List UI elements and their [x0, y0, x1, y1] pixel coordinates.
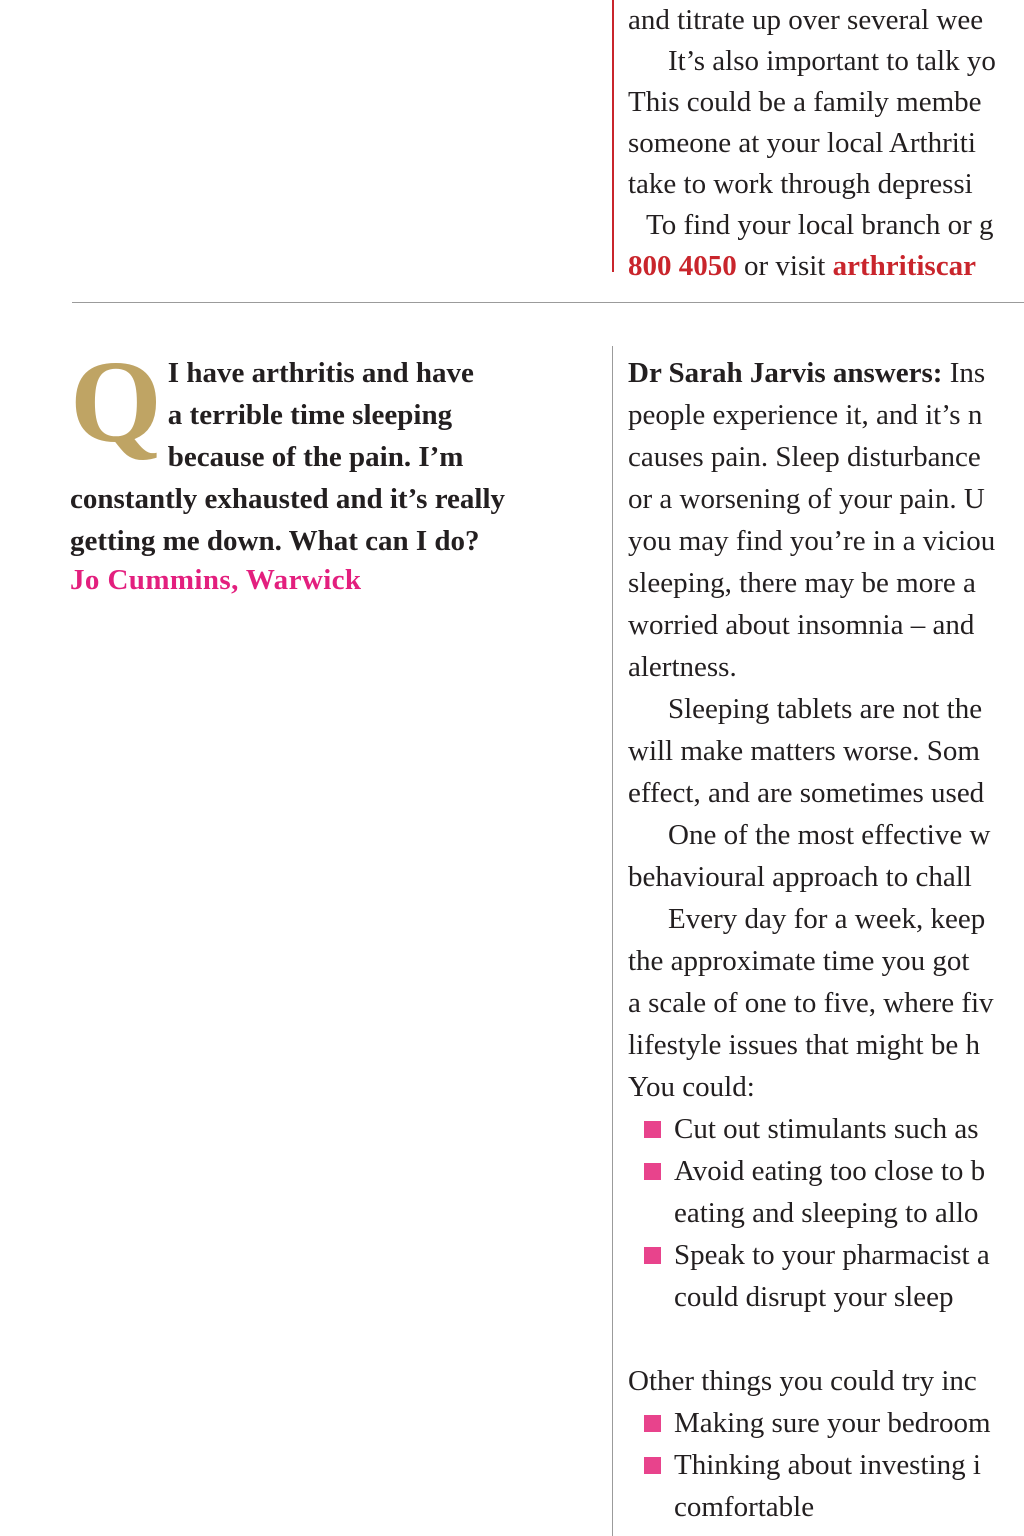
answer-line: lifestyle issues that might be h — [628, 1029, 980, 1061]
section-divider — [72, 302, 1024, 303]
question-column — [70, 336, 580, 597]
answer-line: One of the most effective w — [668, 819, 991, 851]
answer-line: Every day for a week, keep — [668, 903, 986, 935]
question-author: Jo Cummins, Warwick — [70, 564, 362, 596]
answer-line: Other things you could try inc — [628, 1365, 977, 1397]
question-line: constantly exhausted and it’s really — [70, 483, 506, 515]
continued-article-column — [612, 0, 1024, 287]
answer-line: alertness. — [628, 651, 737, 683]
question-line: getting me down. What can I do? — [70, 525, 480, 557]
list-item — [628, 1150, 1024, 1234]
bullet-square-icon — [644, 1457, 661, 1474]
answer-text — [628, 352, 1024, 1108]
list-item-line-cont: comfortable — [674, 1491, 815, 1523]
answer-line: Sleeping tablets are not the — [668, 693, 983, 725]
doctor-byline: Dr Sarah Jarvis answers: — [628, 357, 943, 389]
answer-line: will make matters worse. Som — [628, 735, 980, 767]
list-item — [628, 1234, 1024, 1318]
answer-line: worried about insomnia – and — [628, 609, 975, 641]
answer-line: behavioural approach to chall — [628, 861, 972, 893]
article-line: This could be a family membe — [628, 86, 982, 118]
answer-line: causes pain. Sleep disturbance — [628, 441, 981, 473]
list-item — [628, 1402, 1024, 1444]
question-line: because of the pain. I’m — [167, 441, 464, 473]
article-line: take to work through depressi — [628, 168, 973, 200]
list-item-line-cont: eating and sleeping to allo — [674, 1197, 979, 1229]
question-line: I have arthritis and have — [167, 357, 474, 389]
drop-cap-q: Q — [70, 336, 162, 467]
answer-line: sleeping, there may be more a — [628, 567, 976, 599]
contact-connector: or visit — [736, 250, 833, 282]
phone-number: 800 4050 — [628, 250, 737, 282]
article-line: someone at your local Arthriti — [628, 127, 976, 159]
answer-first-line-rest: Ins — [942, 357, 986, 389]
answer-line: you may find you’re in a viciou — [628, 525, 996, 557]
list-item-line-cont: could disrupt your sleep — [674, 1281, 954, 1313]
answer-line: or a worsening of your pain. U — [628, 483, 985, 515]
list-item-line: Cut out stimulants such as — [674, 1113, 979, 1145]
bullet-square-icon — [644, 1163, 661, 1180]
question-text — [70, 336, 580, 562]
answer-byline-line — [628, 352, 1024, 394]
bullet-square-icon — [644, 1415, 661, 1432]
answer-line: You could: — [628, 1071, 755, 1103]
answer-line: a scale of one to five, where fiv — [628, 987, 994, 1019]
list-item — [628, 1444, 1024, 1528]
article-line: and titrate up over several wee — [628, 4, 984, 36]
bullet-square-icon — [644, 1121, 661, 1138]
column-vertical-rule — [612, 346, 613, 1536]
continued-article-text — [628, 0, 1024, 287]
website-link[interactable]: arthritiscar — [832, 250, 976, 282]
answer-line: people experience it, and it’s n — [628, 399, 983, 431]
article-line: It’s also important to talk yo — [668, 45, 996, 77]
answer-line: effect, and are sometimes used — [628, 777, 985, 809]
advice-list-secondary — [628, 1402, 1024, 1528]
advice-list-primary — [628, 1108, 1024, 1318]
red-vertical-rule — [612, 0, 614, 272]
list-item-line: Making sure your bedroom — [674, 1407, 991, 1439]
list-item-line: Avoid eating too close to b — [674, 1155, 986, 1187]
answer-column — [612, 352, 1024, 1528]
answer-line: the approximate time you got — [628, 945, 970, 977]
bullet-square-icon — [644, 1247, 661, 1264]
secondary-list-intro — [628, 1360, 1024, 1402]
list-item-line: Thinking about investing i — [674, 1449, 981, 1481]
list-item-line: Speak to your pharmacist a — [674, 1239, 990, 1271]
list-spacer — [628, 1318, 1024, 1360]
article-line: To find your local branch or g — [646, 209, 994, 241]
question-line: a terrible time sleeping — [167, 399, 453, 431]
list-item — [628, 1108, 1024, 1150]
contact-line — [628, 246, 1024, 287]
